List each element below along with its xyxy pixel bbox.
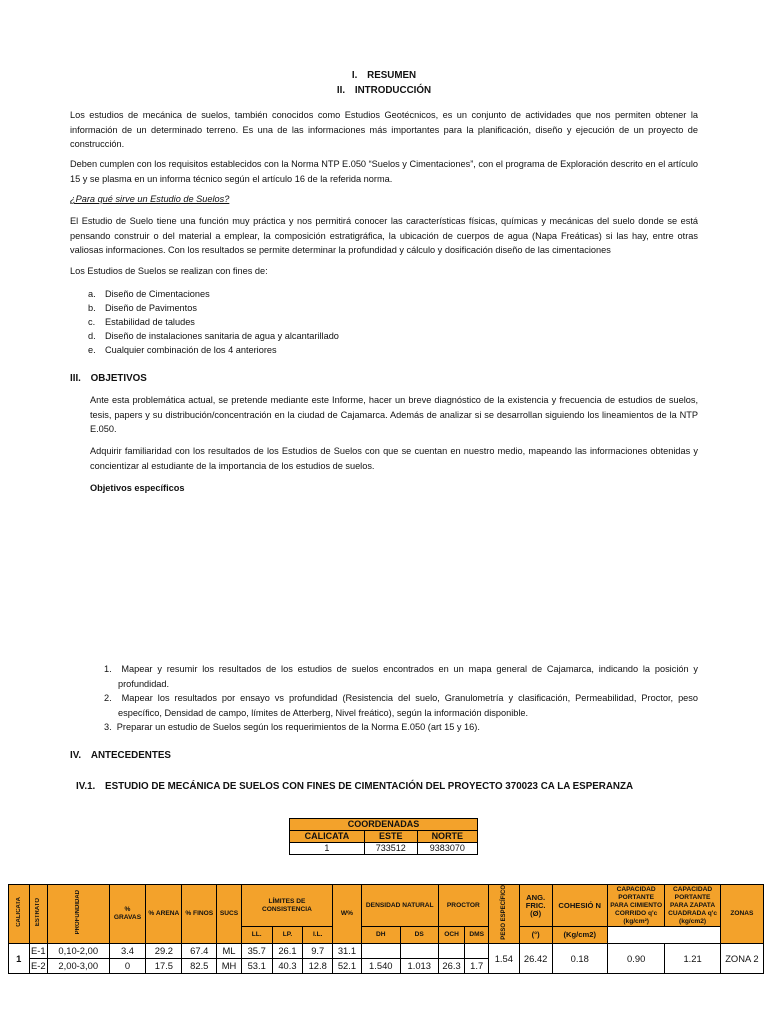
cell-ds — [400, 943, 438, 958]
list-text: Cualquier combinación de los 4 anteriores — [105, 345, 277, 355]
objetivos-paragraph-2: Adquirir familiaridad con los resultados de los Estudios de Suelos con que se cuentan en nuestro medio, mapeando las informaciones obtenidas y concientizar al estudiante de la importancia de los estudios de suelos. — [90, 446, 698, 471]
cell-cohesion: 0.18 — [552, 943, 607, 973]
header-dh: DH — [361, 927, 400, 943]
intro-paragraph-3: El Estudio de Suelo tiene una función muy práctica y nos permitirá conocer las características físicas, químicas y mecánicas del suelo donde se está pensando construir o del material a emplear, la composición estratigráfica, la ubicación de cuerpos de agua (Napa Freáticas) si las hay, entre otras valiosas informaciones. Con los resultados se permite determinar la profundidad y cálculo y dosificación diseño de las cimentaciones — [70, 216, 698, 255]
cell-ds: 1.013 — [400, 958, 438, 973]
heading-antecedentes: IV. ANTECEDENTES — [70, 750, 171, 761]
header-dms: DMS — [465, 927, 489, 943]
list-item — [88, 329, 688, 344]
coordenadas-header: ESTE — [364, 831, 417, 843]
cell-w: 31.1 — [333, 943, 362, 958]
list-item — [88, 287, 688, 302]
heading-antecedentes-sub: IV.1. ESTUDIO DE MECÁNICA DE SUELOS CON FINES DE CIMENTACIÓN DEL PROYECTO 370023 CA LA ESPERANZA — [76, 781, 634, 792]
heading-resumen: I. RESUMEN — [351, 70, 417, 81]
list-text: Mapear los resultados por ensayo vs profundidad (Resistencia del suelo, Granulometría y clasificación, Permeabilidad, Proctor, peso específico, Densidad de campo, límites de Atterberg, Nivel freático), según la información disponible. — [118, 693, 698, 718]
cell-och — [438, 943, 465, 958]
heading-objetivos: III. OBJETIVOS — [70, 373, 147, 384]
list-text: Estabilidad de taludes — [105, 317, 195, 327]
objetivos-especificos-title: Objetivos específicos — [90, 483, 185, 493]
coordenadas-header: CALICATA — [290, 831, 365, 843]
list-item — [104, 720, 698, 735]
header-ll: LL. — [241, 927, 272, 943]
cell-ang-fric: 26.42 — [519, 943, 552, 973]
cell-peso-especifico: 1.54 — [488, 943, 519, 973]
cell-estrato: E-1 — [30, 945, 46, 957]
header-ang-unit: (°) — [519, 927, 552, 943]
list-marker: b. — [88, 303, 96, 313]
cell-sucs: ML — [217, 943, 242, 958]
list-text: Preparar un estudio de Suelos según los requerimientos de la Norma E.050 (art 15 y 16). — [116, 722, 480, 732]
header-w: W% — [333, 885, 362, 944]
list-marker: c. — [88, 317, 96, 327]
cell-gravas: 0 — [109, 958, 146, 973]
list-item — [104, 691, 698, 720]
intro-paragraph-1: Los estudios de mecánica de suelos, también conocidos como Estudios Geotécnicos, es un conjunto de actividades que nos permiten obtener la información de un determinado terreno. Es una de las informaciones más importantes para la planificación, diseño y ejecución de un proyecto de construcción. — [70, 110, 698, 149]
header-cohesion: COHESIÓ N — [552, 885, 607, 927]
header-finos: % FINOS — [182, 885, 217, 944]
cell-dh — [361, 943, 400, 958]
list-marker: d. — [88, 331, 96, 341]
coordenadas-header: NORTE — [417, 831, 477, 843]
header-arena: % ARENA — [146, 885, 182, 944]
header-och: OCH — [438, 927, 465, 943]
cell-w: 52.1 — [333, 958, 362, 973]
list-marker: e. — [88, 345, 96, 355]
cell-lp: 26.1 — [272, 943, 303, 958]
list-text: Diseño de Pavimentos — [105, 303, 197, 313]
intro-question: ¿Para qué sirve un Estudio de Suelos? — [70, 194, 230, 204]
cell-ll: 35.7 — [241, 943, 272, 958]
header-cohesion-unit: (Kg/cm2) — [552, 927, 607, 943]
cell-zona: ZONA 2 — [720, 943, 763, 973]
cell-il: 9.7 — [303, 943, 333, 958]
cell-finos: 82.5 — [182, 958, 217, 973]
cell-il: 12.8 — [303, 958, 333, 973]
table-cell: 733512 — [364, 843, 417, 855]
cell-sucs: MH — [217, 958, 242, 973]
list-item — [88, 343, 688, 358]
list-item — [88, 315, 688, 330]
heading-introduccion: II. INTRODUCCIÓN — [336, 85, 432, 96]
cell-och: 26.3 — [438, 958, 465, 973]
header-estrato: ESTRATO — [35, 898, 42, 927]
header-peso-especifico: PESO ESPECÍFICO — [500, 885, 507, 940]
list-text: Diseño de Cimentaciones — [105, 289, 210, 299]
list-marker: 1. — [104, 664, 112, 674]
intro-paragraph-4: Los Estudios de Suelos se realizan con fines de: — [70, 266, 268, 276]
list-marker: 3. — [104, 722, 112, 732]
table-row — [290, 843, 478, 855]
cell-gravas: 3.4 — [109, 943, 146, 958]
header-densidad: DENSIDAD NATURAL — [361, 885, 438, 927]
header-proctor: PROCTOR — [438, 885, 488, 927]
coordenadas-table — [289, 818, 478, 855]
list-text: Diseño de instalaciones sanitaria de agua y alcantarillado — [105, 331, 339, 341]
table-cell: 9383070 — [417, 843, 477, 855]
header-lp: LP. — [272, 927, 303, 943]
header-il: I.L. — [303, 927, 333, 943]
cell-capacidad-cimiento: 0.90 — [607, 943, 664, 973]
header-profundidad: PROFUNDIDAD — [75, 890, 82, 935]
intro-paragraph-2: Deben cumplen con los requisitos establecidos con la Norma NTP E.050 “Suelos y Cimentaciones”, con el programa de Exploración descrito en el artículo 15 y se plasma en un informa técnico según el artículo 16 de la referida norma. — [70, 159, 698, 184]
soil-results-table — [8, 884, 764, 974]
objetivos-paragraph-1: Ante esta problemática actual, se pretende mediante este Informe, hacer un breve diagnóstico de la existencia y frecuencia de estudios de suelos, tesis, papers y su distribución/concentración en la ciudad de Cajamarca. Además de analizar si se desarrollan siguiendo los lineamientos de la NTP E.050. — [90, 395, 698, 434]
cell-ll: 53.1 — [241, 958, 272, 973]
list-item — [104, 662, 698, 691]
list-marker: a. — [88, 289, 96, 299]
cell-dh: 1.540 — [361, 958, 400, 973]
list-marker: 2. — [104, 693, 112, 703]
cell-profundidad: 0,10-2,00 — [47, 943, 109, 958]
cell-capacidad-zapata: 1.21 — [665, 943, 720, 973]
cell-finos: 67.4 — [182, 943, 217, 958]
header-calicata: CALICATA — [15, 897, 22, 928]
header-capacidad-zapata: CAPACIDAD PORTANTE PARA ZAPATA CUADRADA q'c (kg/cm2) — [665, 885, 720, 927]
cell-calicata: 1 — [9, 943, 30, 973]
header-limites: LÍMITES DE CONSISTENCIA — [241, 885, 332, 927]
cell-profundidad: 2,00-3,00 — [47, 958, 109, 973]
cell-lp: 40.3 — [272, 958, 303, 973]
cell-dms — [465, 943, 489, 958]
header-gravas: % GRAVAS — [109, 885, 146, 944]
coordenadas-title: COORDENADAS — [290, 819, 478, 831]
list-text: Mapear y resumir los resultados de los estudios de suelos encontrados en un mapa general de Cajamarca, indicando la posición y profundidad. — [118, 664, 699, 689]
header-ang-fric: ANG. FRIC. (Ø) — [519, 885, 552, 927]
list-item — [88, 301, 688, 316]
header-sucs: SUCS — [217, 885, 242, 944]
cell-estrato: E-2 — [30, 960, 46, 972]
header-capacidad-cimiento: CAPACIDAD PORTANTE PARA CIMIENTO CORRIDO q'c (kg/cm²) — [607, 885, 664, 927]
table-row — [9, 943, 764, 958]
header-zonas: ZONAS — [720, 885, 763, 944]
header-ds: DS — [400, 927, 438, 943]
cell-arena: 29.2 — [146, 943, 182, 958]
table-cell: 1 — [290, 843, 365, 855]
cell-dms: 1.7 — [465, 958, 489, 973]
cell-arena: 17.5 — [146, 958, 182, 973]
